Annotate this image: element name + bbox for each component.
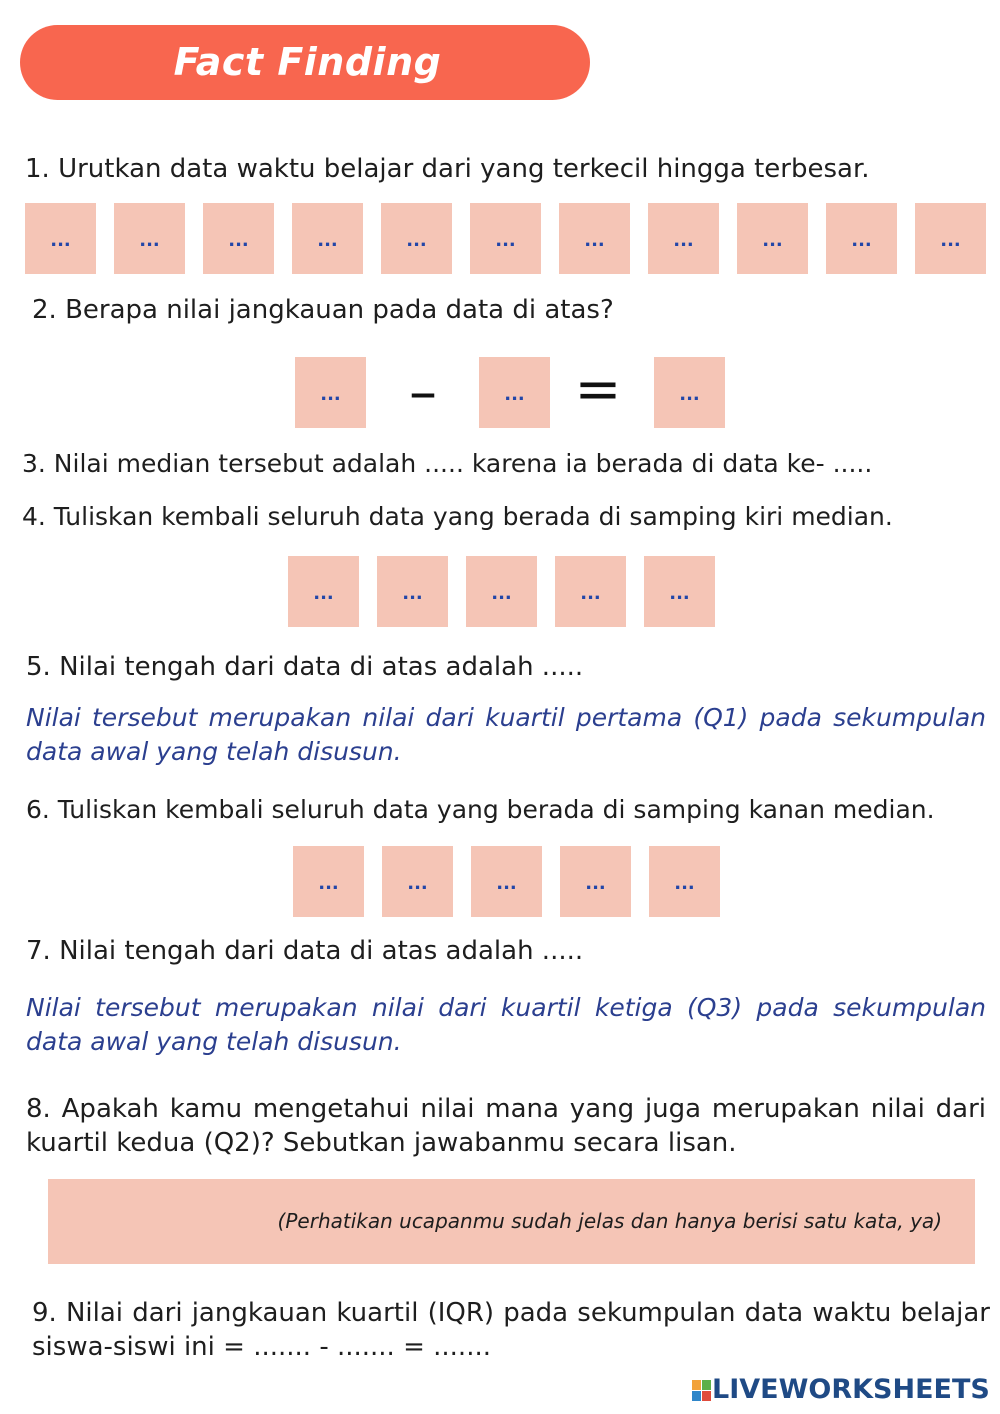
q4-answer-box-4[interactable]: ... xyxy=(555,556,626,627)
question-6: 6. Tuliskan kembali seluruh data yang berada di samping kanan median. xyxy=(26,795,935,824)
q4-answer-box-5[interactable]: ... xyxy=(644,556,715,627)
q8-voice-answer-area[interactable] xyxy=(48,1179,975,1264)
question-2: 2. Berapa nilai jangkauan pada data di atas? xyxy=(32,295,614,325)
q4-answer-box-1[interactable]: ... xyxy=(288,556,359,627)
q2-min-box[interactable]: ... xyxy=(479,357,550,428)
brand-name: LIVEWORKSHEETS xyxy=(712,1374,990,1405)
q6-answer-box-3[interactable]: ... xyxy=(471,846,542,917)
q2-max-box[interactable]: ... xyxy=(295,357,366,428)
q4-answer-box-3[interactable]: ... xyxy=(466,556,537,627)
q4-answer-box-2[interactable]: ... xyxy=(377,556,448,627)
q1-answer-box-10[interactable]: ... xyxy=(826,203,897,274)
question-3: 3. Nilai median tersebut adalah ..... karena ia berada di data ke- ..... xyxy=(22,449,873,478)
q1-answer-box-1[interactable]: ... xyxy=(25,203,96,274)
q8-answer-hint: (Perhatikan ucapanmu sudah jelas dan hanya berisi satu kata, ya) xyxy=(277,1209,942,1233)
question-7: 7. Nilai tengah dari data di atas adalah ..... xyxy=(26,936,584,966)
liveworksheets-logo-icon xyxy=(692,1380,712,1402)
q1-answer-box-5[interactable]: ... xyxy=(381,203,452,274)
q6-answer-box-2[interactable]: ... xyxy=(382,846,453,917)
minus-sign: – xyxy=(409,360,437,425)
q6-answer-box-4[interactable]: ... xyxy=(560,846,631,917)
q1-answer-box-3[interactable]: ... xyxy=(203,203,274,274)
q2-result-box[interactable]: ... xyxy=(654,357,725,428)
question-5: 5. Nilai tengah dari data di atas adalah ..... xyxy=(26,652,584,682)
q1-answer-box-8[interactable]: ... xyxy=(648,203,719,274)
question-4: 4. Tuliskan kembali seluruh data yang berada di samping kiri median. xyxy=(22,502,893,531)
title-banner xyxy=(20,25,590,100)
q1-answer-box-9[interactable]: ... xyxy=(737,203,808,274)
q6-answer-box-1[interactable]: ... xyxy=(293,846,364,917)
q1-answer-box-4[interactable]: ... xyxy=(292,203,363,274)
page-title: Fact Finding xyxy=(173,40,442,84)
question-9: 9. Nilai dari jangkauan kuartil (IQR) pada sekumpulan data waktu belajar siswa-siswi ini = ....... - ....... = ....... xyxy=(32,1298,990,1362)
q1-answer-box-6[interactable]: ... xyxy=(470,203,541,274)
question-1: 1. Urutkan data waktu belajar dari yang terkecil hingga terbesar. xyxy=(25,154,870,184)
q1-explanation-note: Nilai tersebut merupakan nilai dari kuartil pertama (Q1) pada sekumpulan data awal yang telah disusun. xyxy=(26,703,986,766)
q3-explanation-note: Nilai tersebut merupakan nilai dari kuartil ketiga (Q3) pada sekumpulan data awal yang telah disusun. xyxy=(26,993,986,1056)
q1-answer-box-7[interactable]: ... xyxy=(559,203,630,274)
q1-answer-box-11[interactable]: ... xyxy=(915,203,986,274)
q1-answer-box-2[interactable]: ... xyxy=(114,203,185,274)
question-8: 8. Apakah kamu mengetahui nilai mana yang juga merupakan nilai dari kuartil kedua (Q2)? Sebutkan jawabanmu secara lisan. xyxy=(26,1094,986,1158)
equals-sign: = xyxy=(574,357,622,422)
q6-answer-box-5[interactable]: ... xyxy=(649,846,720,917)
